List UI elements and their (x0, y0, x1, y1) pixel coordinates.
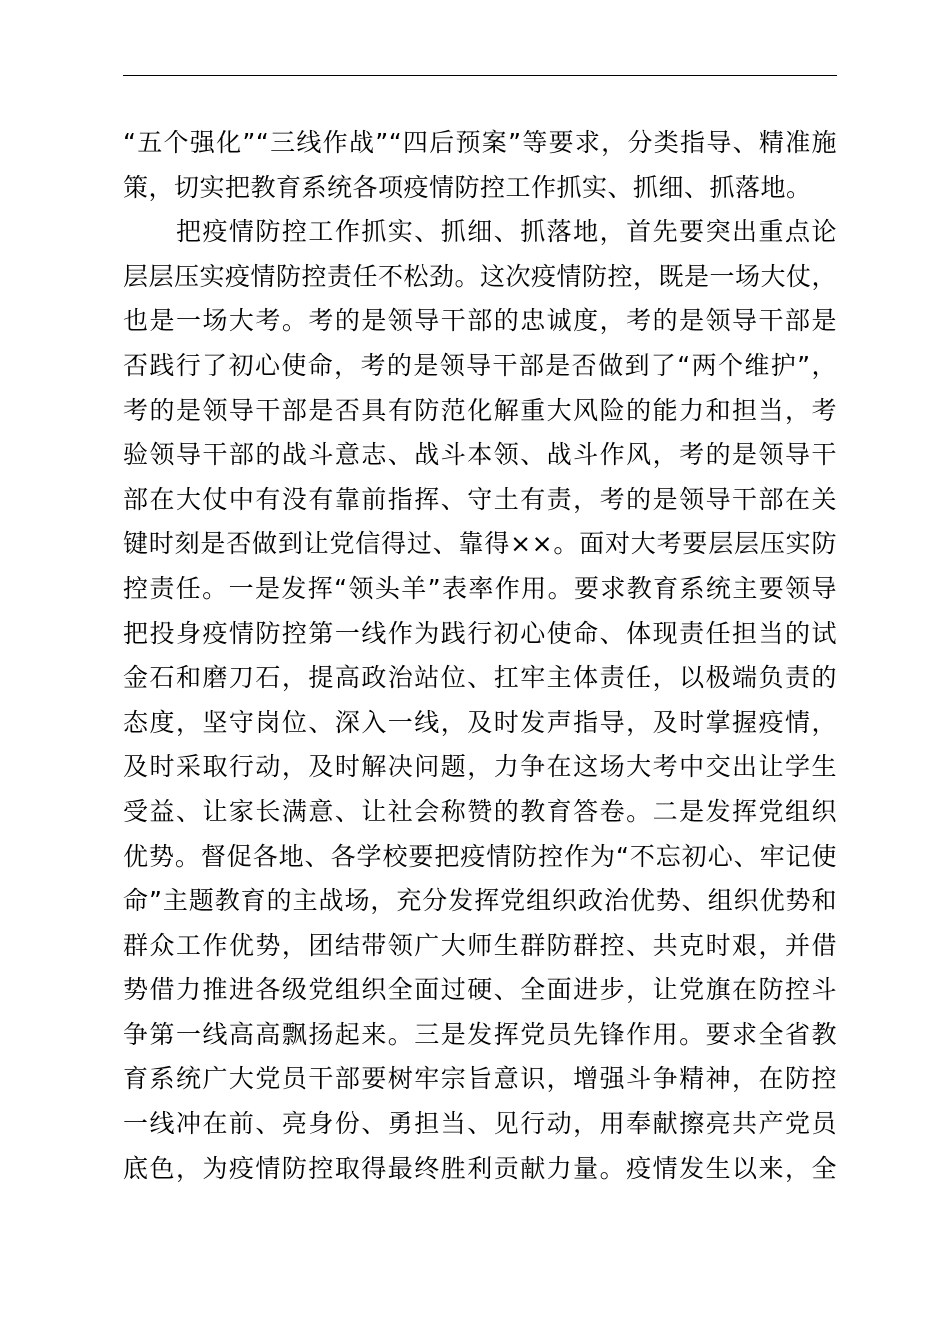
text-line: 验领导干部的战斗意志、战斗本领、战斗作风，考的是领导干 (123, 440, 837, 470)
text-line: 键时刻是否做到让党信得过、靠得××。面对大考要层层压实防 (123, 529, 837, 559)
body-text (123, 121, 837, 1191)
text-line: 控责任。一是发挥“领头羊”表率作用。要求教育系统主要领导 (123, 573, 837, 603)
text-line: 及时采取行动，及时解决问题，力争在这场大考中交出让学生 (123, 752, 837, 782)
text-line: “五个强化”“三线作战”“四后预案”等要求，分类指导、精准施 (123, 128, 837, 157)
text-line: 优势。督促各地、各学校要把疫情防控作为“不忘初心、牢记使 (123, 841, 837, 871)
text-line: 策，切实把教育系统各项疫情防控工作抓实、抓细、抓落地。 (123, 172, 812, 202)
text-line: 态度，坚守岗位、深入一线，及时发声指导，及时掌握疫情， (123, 707, 837, 737)
text-line: 也是一场大考。考的是领导干部的忠诚度，考的是领导干部是 (123, 306, 837, 336)
text-line: 部在大仗中有没有靠前指挥、守土有责，考的是领导干部在关 (123, 484, 837, 514)
header-rule (123, 75, 837, 76)
text-line: 势借力推进各级党组织全面过硬、全面进步，让党旗在防控斗 (123, 975, 837, 1005)
text-line: 考的是领导干部是否具有防范化解重大风险的能力和担当，考 (123, 395, 837, 425)
text-line: 底色，为疫情防控取得最终胜利贡献力量。疫情发生以来，全 (123, 1153, 837, 1183)
text-line: 一线冲在前、亮身份、勇担当、见行动，用奉献擦亮共产党员 (123, 1109, 837, 1139)
text-line: 把疫情防控工作抓实、抓细、抓落地，首先要突出重点论 (123, 217, 837, 247)
text-line: 争第一线高高飘扬起来。三是发挥党员先锋作用。要求全省教 (123, 1019, 837, 1049)
text-line: 否践行了初心使命，考的是领导干部是否做到了“两个维护”， (123, 350, 837, 380)
text-line: 受益、让家长满意、让社会称赞的教育答卷。二是发挥党组织 (123, 796, 837, 826)
text-line: 层层压实疫情防控责任不松劲。这次疫情防控，既是一场大仗， (123, 261, 838, 291)
text-line: 把投身疫情防控第一线作为践行初心使命、体现责任担当的试 (123, 618, 837, 648)
text-line: 群众工作优势，团结带领广大师生群防群控、共克时艰，并借 (123, 930, 837, 960)
text-line: 命”主题教育的主战场，充分发挥党组织政治优势、组织优势和 (123, 886, 837, 916)
text-line: 育系统广大党员干部要树牢宗旨意识，增强斗争精神，在防控 (123, 1064, 837, 1094)
text-line: 金石和磨刀石，提高政治站位、扛牢主体责任，以极端负责的 (123, 663, 837, 693)
